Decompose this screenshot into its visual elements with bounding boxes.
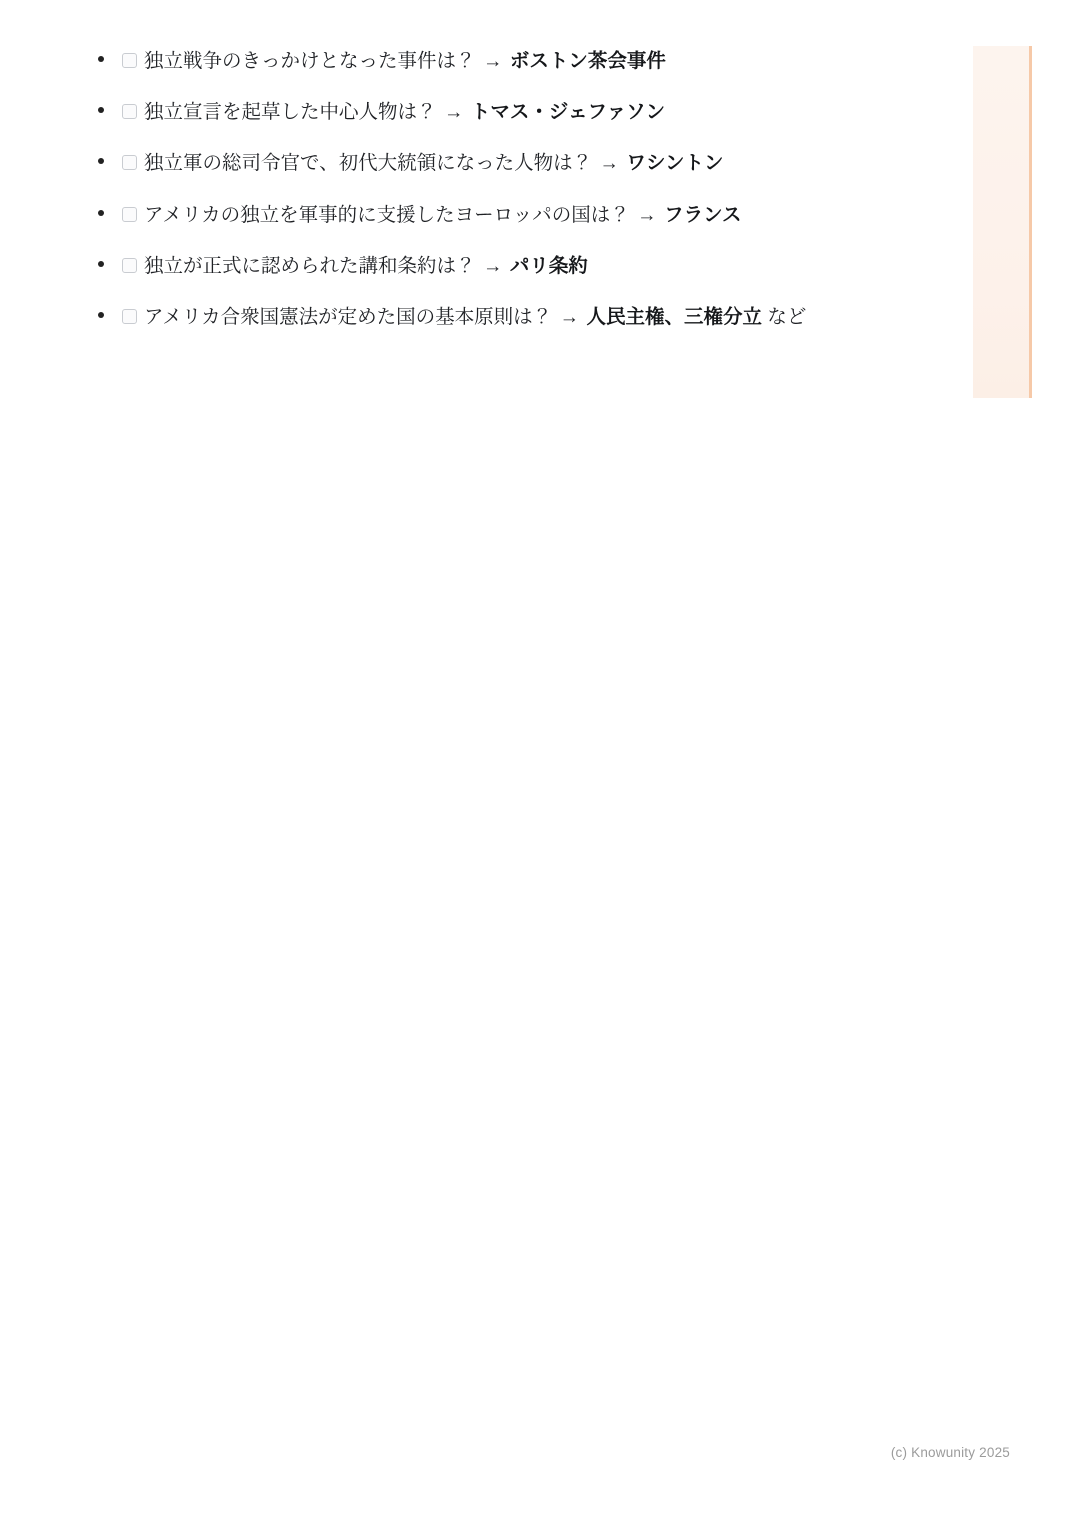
checkbox-icon[interactable] <box>122 53 137 68</box>
arrow-icon: → <box>482 50 503 72</box>
arrow-icon: → <box>559 306 580 329</box>
bullet-icon <box>98 261 104 267</box>
question-text: 独立軍の総司令官で、初代大統領になった人物は？ <box>144 152 593 175</box>
answer-text: ワシントン <box>626 152 724 175</box>
checkbox-icon[interactable] <box>122 104 137 119</box>
bullet-icon <box>98 107 104 113</box>
list-item <box>86 251 876 281</box>
checkbox-icon[interactable] <box>122 309 137 324</box>
answer-text: ボストン茶会事件 <box>509 50 666 72</box>
question-text: アメリカ合衆国憲法が定めた国の基本原則は？ <box>144 306 553 329</box>
question-text: 独立宣言を起草した中心人物は？ <box>144 101 437 124</box>
checkbox-icon[interactable] <box>122 258 137 273</box>
bullet-icon <box>98 312 104 318</box>
checkbox-icon[interactable] <box>122 207 137 222</box>
bullet-icon <box>98 56 104 62</box>
bullet-icon <box>98 210 104 216</box>
list-item <box>86 200 876 230</box>
question-answer-checklist <box>86 46 876 332</box>
answer-text: 人民主権、三権分立 <box>586 306 762 329</box>
arrow-icon: → <box>599 152 620 175</box>
answer-text: フランス <box>664 203 742 226</box>
bullet-icon <box>98 158 104 164</box>
arrow-icon: → <box>443 101 464 124</box>
page-edge-decoration <box>973 46 1032 398</box>
list-item <box>86 46 876 76</box>
list-item <box>86 302 876 332</box>
question-text: 独立戦争のきっかけとなった事件は？ <box>144 50 476 72</box>
question-text: アメリカの独立を軍事的に支援したヨーロッパの国は？ <box>144 203 630 226</box>
checkbox-icon[interactable] <box>122 155 137 170</box>
arrow-icon: → <box>637 203 657 226</box>
footer-copyright: (c) Knowunity 2025 <box>890 1445 1010 1460</box>
list-item <box>86 148 876 178</box>
answer-suffix: など <box>767 306 807 329</box>
list-item <box>86 97 876 127</box>
arrow-icon: → <box>482 254 503 277</box>
answer-text: パリ条約 <box>509 254 588 277</box>
answer-text: トマス・ジェファソン <box>470 101 666 124</box>
checklist-container <box>86 46 876 353</box>
question-text: 独立が正式に認められた講和条約は？ <box>144 254 476 277</box>
